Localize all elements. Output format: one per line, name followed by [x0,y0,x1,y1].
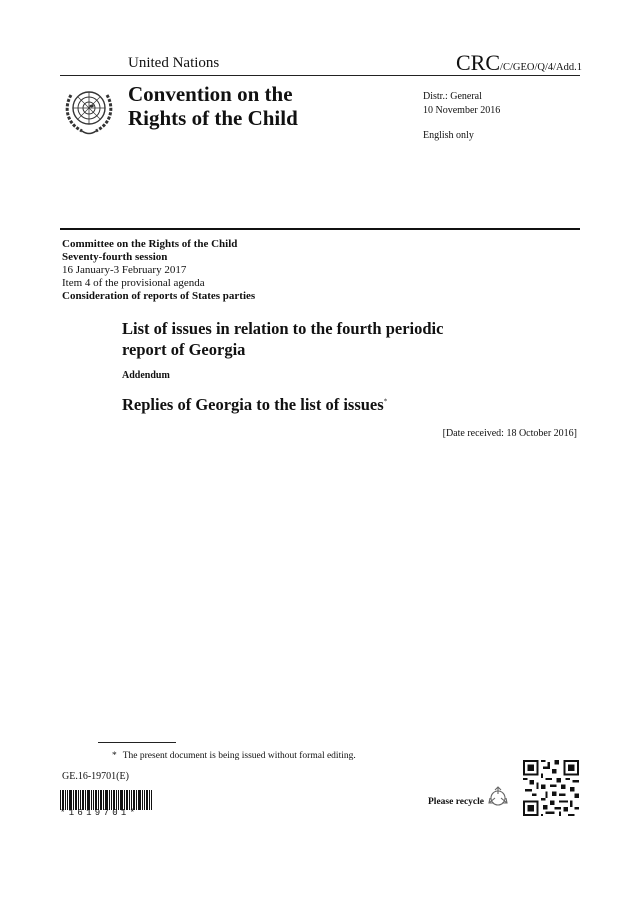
symbol-main: CRC [456,50,501,75]
job-number: GE.16-19701(E) [62,771,129,782]
footnote-marker: * [112,751,117,761]
barcode-number: *1619701* [60,808,139,818]
convention-title-line1: Convention on the [128,82,293,106]
issue-date: 10 November 2016 [423,105,501,116]
barcode-icon [60,790,152,810]
agenda-item: Item 4 of the provisional agenda [62,277,205,289]
convention-title-line2: Rights of the Child [128,106,298,130]
replies-footnote-marker: * [383,397,388,406]
recycle-icon [487,786,509,808]
thick-rule [60,228,580,230]
addendum-label: Addendum [122,370,170,381]
un-emblem-icon [62,83,116,137]
distribution-block [423,90,500,118]
replies-title-text: Replies of Georgia to the list of issues [122,395,384,414]
footnote [112,751,356,761]
recycle-text: Please recycle [428,797,484,807]
header-rule [60,75,580,76]
language-note: English only [423,130,474,141]
distribution-label: Distr.: General [423,91,482,102]
footnote-text: The present document is being issued without formal editing. [122,751,356,761]
organization-name: United Nations [128,55,220,71]
date-received: [Date received: 18 October 2016] [442,428,577,439]
committee-block [62,238,255,303]
document-title-line2: report of Georgia [122,340,246,359]
committee-name: Committee on the Rights of the Child [62,238,238,250]
session-dates: 16 January-3 February 2017 [62,264,187,276]
document-symbol [456,50,582,76]
document-title-line1: List of issues in relation to the fourth periodic [122,319,444,338]
replies-title [122,395,387,415]
session-name: Seventy-fourth session [62,251,168,263]
consideration-heading: Consideration of reports of States parties [62,290,256,302]
symbol-rest: /C/GEO/Q/4/Add.1 [500,62,582,73]
convention-title [128,82,298,130]
footnote-rule [98,742,176,743]
qr-code-icon [523,760,579,816]
document-title [122,318,542,360]
